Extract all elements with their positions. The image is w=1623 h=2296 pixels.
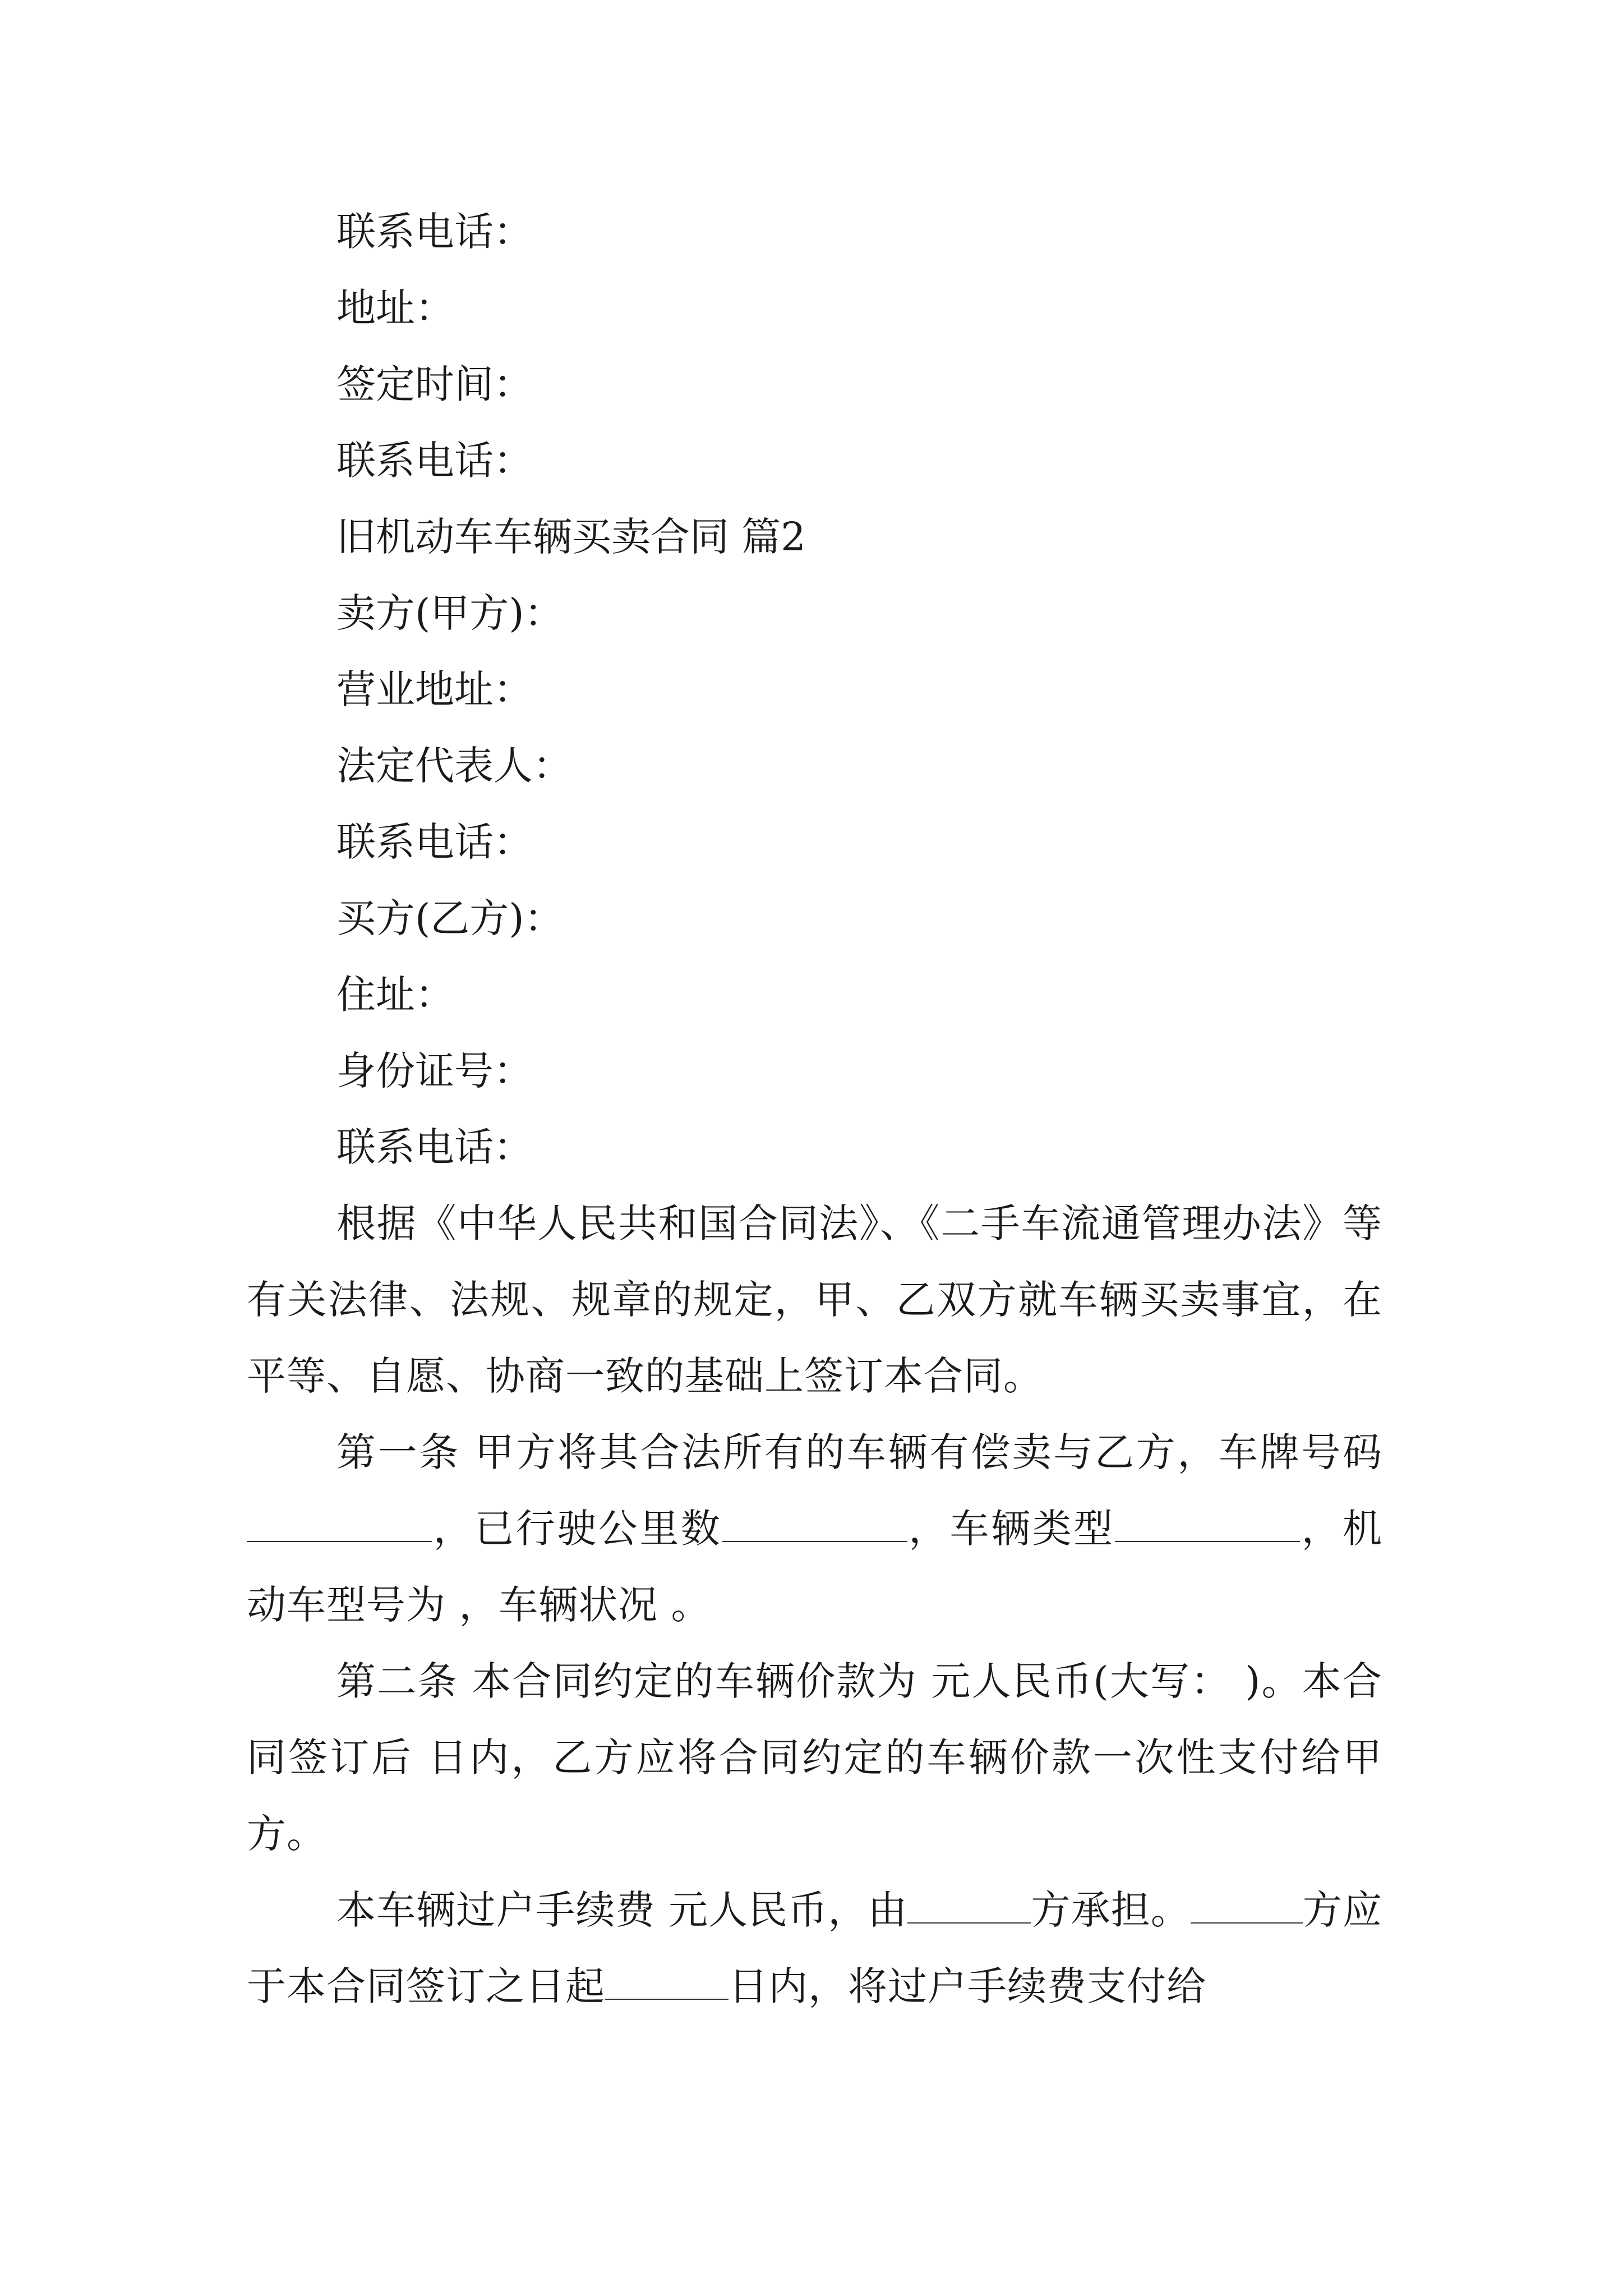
article-2-paragraph: 第二条 本合同约定的车辆价款为 元人民币(大写： )。本合同签订后 日内，乙方应将合同约定的车辆价款一次性支付给甲方。: [247, 1658, 1382, 1857]
fee-payer-blank-2: [1191, 1887, 1303, 1924]
article-1-paragraph: [247, 1414, 1382, 1643]
article-1-text-b: ，已行驶公里数: [432, 1506, 722, 1552]
contact-phone-line: 联系电话：: [336, 438, 533, 484]
transfer-fee-text-b: 方承担。: [1031, 1887, 1191, 1933]
seller-line: 卖方(甲方)：: [336, 590, 564, 636]
legal-representative-line: 法定代表人：: [336, 743, 572, 789]
intro-paragraph: 根据《中华人民共和国合同法》、《二手车流通管理办法》等有关法律、法规、规章的规定，甲、乙双方就车辆买卖事宜，在平等、自愿、协商一致的基础上签订本合同。: [247, 1200, 1382, 1399]
transfer-fee-text-a: 本车辆过户手续费 元人民币，由: [336, 1887, 908, 1933]
address-line: 地址：: [336, 285, 454, 331]
id-number-line: 身份证号：: [336, 1048, 533, 1094]
sign-date-line: 签定时间：: [336, 361, 533, 407]
contact-phone-line: 联系电话：: [336, 819, 533, 865]
article-1-text-c: ，车辆类型: [907, 1506, 1115, 1552]
contact-phone-line: 联系电话：: [336, 209, 533, 255]
vehicle-type-blank: [1115, 1506, 1300, 1542]
mileage-blank: [722, 1506, 907, 1542]
transfer-fee-paragraph: [247, 1872, 1382, 2024]
buyer-line: 买方(乙方)：: [336, 895, 564, 941]
article-1-text-d: ，机动车型号为 ，车辆状况 。: [247, 1506, 1382, 1628]
transfer-fee-text-d: 日内，将过户手续费支付给: [728, 1963, 1206, 2009]
days-blank: [605, 1963, 728, 2000]
residence-line: 住址：: [336, 972, 454, 1018]
contact-phone-line: 联系电话：: [336, 1124, 533, 1170]
transfer-fee-text-c: 方应于本合同签订之日起: [247, 1887, 1383, 2009]
document-body: [247, 194, 1382, 2024]
plate-number-blank: [247, 1506, 432, 1542]
article-1-text-a: 第一条 甲方将其合法所有的车辆有偿卖与乙方，车牌号码: [336, 1429, 1382, 1475]
business-address-line: 营业地址：: [336, 666, 533, 712]
fee-payer-blank: [907, 1887, 1031, 1924]
contract-title: 旧机动车车辆买卖合同 篇2: [336, 514, 806, 560]
